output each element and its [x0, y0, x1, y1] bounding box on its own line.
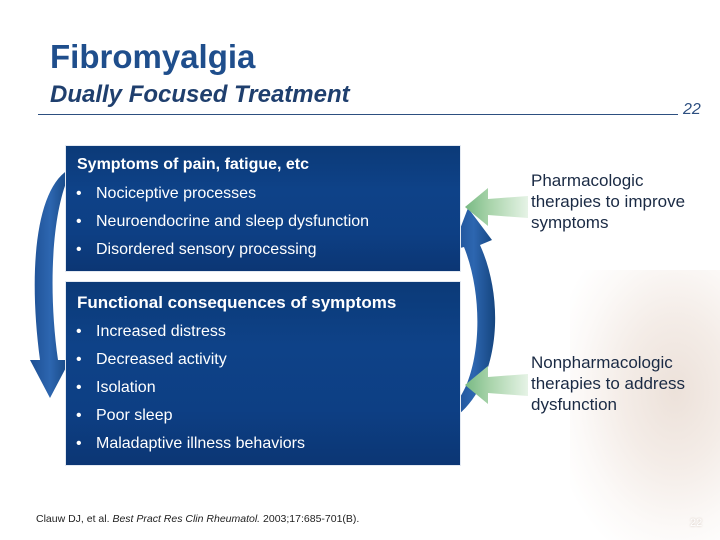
- consequences-list: [76, 322, 305, 462]
- page-number: 22: [679, 101, 705, 119]
- symptoms-list: [76, 184, 369, 268]
- symptoms-heading: Symptoms of pain, fatigue, etc: [77, 156, 310, 173]
- slide-subtitle: Dually Focused Treatment: [50, 81, 350, 108]
- left-cycle-arrow: [30, 170, 70, 398]
- slide-title: Fibromyalgia: [50, 38, 256, 75]
- citation: [36, 513, 359, 525]
- list-item: • Nociceptive processes: [76, 184, 369, 212]
- citation-details: 2003;17:685-701(B).: [260, 513, 360, 525]
- list-item: • Poor sleep: [76, 406, 305, 434]
- watermark-page-number: 22: [690, 517, 703, 529]
- list-item: • Decreased activity: [76, 350, 305, 378]
- citation-journal: Best Pract Res Clin Rheumatol.: [112, 513, 261, 525]
- consequences-heading: Functional consequences of symptoms: [77, 293, 397, 312]
- consequences-box: [65, 281, 461, 466]
- citation-authors: Clauw DJ, et al.: [36, 513, 113, 525]
- list-item: • Maladaptive illness behaviors: [76, 434, 305, 462]
- pharmacologic-therapies-text: Pharmacologic therapies to improve symptoms: [531, 171, 686, 232]
- nonpharmacologic-therapies-text: Nonpharmacologic therapies to address dysfunction: [531, 353, 686, 414]
- list-item: • Disordered sensory processing: [76, 240, 369, 268]
- list-item: • Isolation: [76, 378, 305, 406]
- symptoms-box: [65, 145, 461, 272]
- list-item: • Increased distress: [76, 322, 305, 350]
- list-item: • Neuroendocrine and sleep dysfunction: [76, 212, 369, 240]
